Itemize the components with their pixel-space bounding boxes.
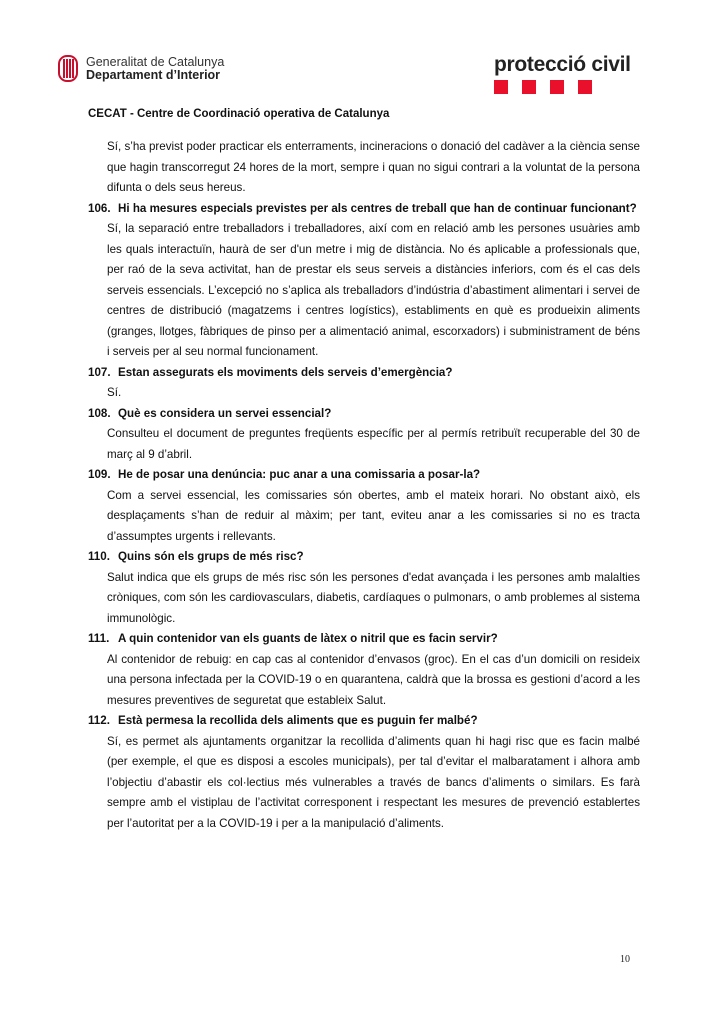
- question-number: 109.: [88, 468, 111, 481]
- question-text: Què es considera un servei essencial?: [118, 406, 332, 420]
- question-number: 108.: [88, 406, 111, 420]
- faq-list: [88, 199, 640, 835]
- logo-line-1: Generalitat de Catalunya: [86, 54, 225, 69]
- faq-question: [88, 404, 640, 425]
- page-number: 10: [620, 954, 630, 965]
- organization-header: CECAT - Centre de Coordinació operativa de Catalunya: [88, 108, 390, 120]
- senyera-icon: [58, 55, 78, 82]
- proteccio-civil-text: protecció civil: [494, 53, 631, 76]
- proteccio-civil-logo: [494, 54, 631, 94]
- question-number: 111.: [88, 632, 110, 645]
- question-text: Està permesa la recollida dels aliments que es puguin fer malbé?: [118, 714, 478, 727]
- faq-question: [88, 465, 640, 486]
- question-text: Hi ha mesures especials previstes per als centres de treball que han de continuar funcionant?: [118, 201, 637, 215]
- question-number: 106.: [88, 201, 111, 215]
- faq-question: [88, 363, 640, 384]
- faq-question: [88, 547, 640, 568]
- faq-answer: Consulteu el document de preguntes freqüents específic per al permís retribuït recuperable del 30 de març al 9 d’abril.: [107, 427, 640, 461]
- faq-answer: Sí, la separació entre treballadors i treballadores, així com en relació amb les persones usuàries amb les quals interactuïn, haurà de ser d'un metre i mig de distància. No és aplicable a professionals que, per raó de la seva activitat, han de prestar els seus serveis a distàncies inferiors, com és el cas dels serveis essencials. L’excepció no s’aplica als treballadors d’indústria d’abastiment alimentari i servei de centres de distribució (magatzems i centres logístics), establiments en què es produeixin aliments (granges, llotges, fàbriques de pinso per a alimentació animal, escorxadors) i subministrament de béns i serveis per al seu normal funcionament.: [107, 222, 640, 358]
- faq-answer: Sí, es permet als ajuntaments organitzar la recollida d’aliments quan hi hagi risc que es facin malbé (per exemple, el que es disposi a escoles municipals), per tal d’evitar el malbaratament i alhora amb l’objectiu d’abastir els col·lectius més vulnerables a través de bancs d’aliments o similars. Es farà sempre amb el vistiplau de l’activitat corresponent i respectant les mesures de prevenció establertes per l’autoritat per a la COVID-19 i per a la manipulació d’aliments.: [107, 734, 640, 830]
- intro-answer: Sí, s’ha previst poder practicar els enterraments, incineracions o donació del cadàver a la ciència sense que hagin transcorregut 24 hores de la mort, sempre i quan no sigui contrari a la voluntat de la persona difunta o dels seus hereus.: [107, 140, 640, 194]
- faq-question: [88, 199, 640, 220]
- document-body: [88, 137, 640, 834]
- logo-line-2: Departament d’Interior: [86, 67, 221, 82]
- question-number: 112.: [88, 714, 110, 727]
- question-text: Quins són els grups de més risc?: [118, 550, 304, 563]
- faq-answer: Al contenidor de rebuig: en cap cas al contenidor d’envasos (groc). En el cas d’un domicili on resideix una persona infectada per la COVID-19 o en quarantena, caldrà que la brossa es gestioni d’acord a les mesures preventives de seguretat que estableix Salut.: [107, 652, 640, 707]
- question-number: 107.: [88, 365, 111, 379]
- faq-answer: Sí.: [107, 386, 122, 399]
- red-squares-icon: [494, 80, 631, 94]
- question-text: Estan assegurats els moviments dels serveis d’emergència?: [118, 365, 453, 379]
- faq-question: [88, 629, 640, 650]
- faq-question: [88, 711, 640, 732]
- question-text: He de posar una denúncia: puc anar a una comissaria a posar-la?: [118, 468, 481, 481]
- generalitat-logo: [58, 55, 224, 82]
- question-text: A quin contenidor van els guants de làtex o nitril que es facin servir?: [118, 632, 498, 645]
- question-number: 110.: [88, 550, 110, 563]
- faq-answer: Salut indica que els grups de més risc són les persones d'edat avançada i les persones amb malalties cròniques, com són les cardiovasculars, diabetis, cardíaques o pulmonars, o amb problemes al sistema immunològic.: [107, 570, 640, 625]
- faq-answer: Com a servei essencial, les comissaries són obertes, amb el mateix horari. No obstant això, els desplaçaments s’han de reduir al màxim; per tant, eviteu anar a les comissaries si no es tracta d’assumptes urgents i rellevants.: [107, 488, 640, 543]
